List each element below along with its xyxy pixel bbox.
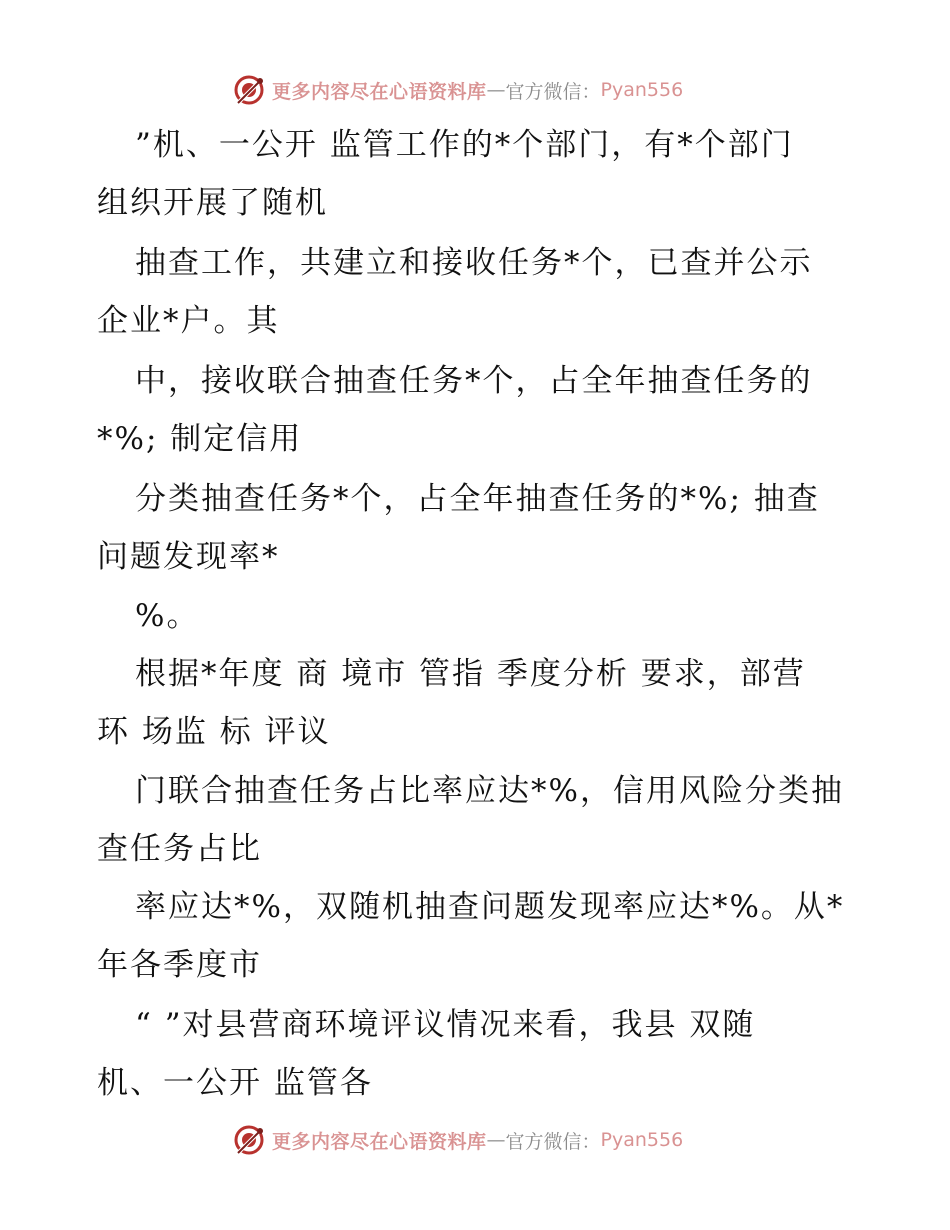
text-line: 环 场监 标 评议 bbox=[97, 714, 331, 750]
footer-separator: — bbox=[486, 1129, 506, 1151]
text-line: 门联合抽查任务占比率应达*%，信用风险分类抽 bbox=[135, 773, 844, 809]
text-line: 查任务占比 bbox=[97, 831, 262, 867]
header-wechat-id: Pyan556 bbox=[600, 79, 684, 101]
header-sub-text: 官方微信： bbox=[505, 80, 601, 103]
text-line: 问题发现率* bbox=[97, 539, 280, 575]
brand-logo-icon bbox=[232, 1123, 266, 1157]
text-line: 抽查工作，共建立和接收任务*个，已查并公示 bbox=[135, 245, 813, 281]
footer-watermark bbox=[0, 1123, 950, 1157]
text-line: ”机、一公开 监管工作的*个部门，有*个部门 bbox=[135, 127, 794, 163]
text-line: 根据*年度 商 境市 管指 季度分析 要求，部营 bbox=[135, 656, 806, 692]
text-line: 年各季度市 bbox=[97, 947, 262, 983]
text-line: 率应达*%，双随机抽查问题发现率应达*%。从* bbox=[135, 889, 845, 925]
text-line: *%; 制定信用 bbox=[97, 421, 303, 457]
footer-wechat-id: Pyan556 bbox=[600, 1129, 684, 1151]
header-separator: — bbox=[486, 79, 506, 101]
text-line: 企业*户。其 bbox=[97, 303, 280, 339]
text-line: 机、一公开 监管各 bbox=[97, 1065, 373, 1101]
text-line: 中，接收联合抽查任务*个，占全年抽查任务的 bbox=[135, 363, 813, 399]
text-line: 组织开展了随机 bbox=[97, 185, 328, 221]
header-brand-text: 更多内容尽在心语资料库 bbox=[272, 80, 487, 103]
text-line: %。 bbox=[135, 598, 200, 634]
footer-brand-text: 更多内容尽在心语资料库 bbox=[272, 1130, 487, 1153]
footer-sub-text: 官方微信： bbox=[505, 1130, 601, 1153]
text-line: “ ”对县营商环境评议情况来看，我县 双随 bbox=[135, 1007, 756, 1043]
text-line: 分类抽查任务*个，占全年抽查任务的*%; 抽查 bbox=[135, 481, 820, 517]
